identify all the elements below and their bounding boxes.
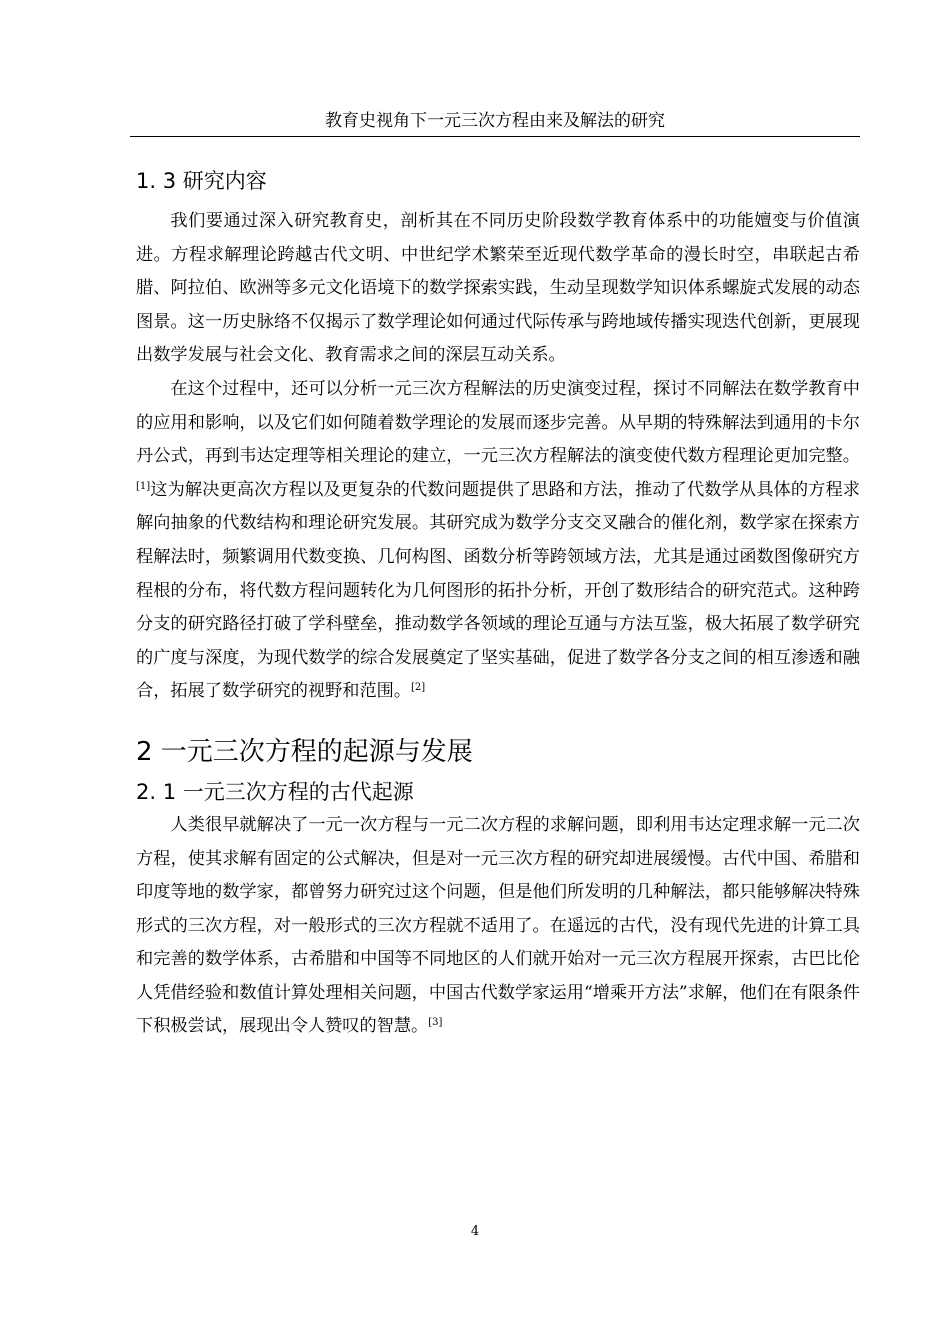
body-content [136,160,860,1044]
paragraph-2-1-first [136,809,860,1044]
paragraph-1-3-first: 我们要通过深入研究教育史，剖析其在不同历史阶段数学教育体系中的功能嬗变与价值演进。方程求解理论跨越古代文明、中世纪学术繁荣至近现代数学革命的漫长时空，串联起古希腊、阿拉伯、欧洲等多元文化语境下的数学探索实践，生动呈现数学知识体系螺旋式发展的动态图景。这一历史脉络不仅揭示了数学理论如何通过代际传承与跨地域传播实现迭代创新，更展现出数学发展与社会文化、教育需求之间的深层互动关系。 [136,211,860,366]
page-number: 4 [470,1224,480,1239]
paragraph-text: 这为解决更高次方程以及更复杂的代数问题提供了思路和方法，推动了代数学从具体的方程求解向抽象的代数结构和理论研究发展。其研究成为数学分支交叉融合的催化剂，数学家在探索方程解法时，频繁调用代数变换、几何构图、函数分析等跨领域方法，尤其是通过函数图像研究方程根的分布，将代数方程问题转化为几何图形的拓扑分析，开创了数形结合的研究范式。这种跨分支的研究路径打破了学科壁垒，推动数学各领域的理论互通与方法互鉴，极大拓展了数学研究的广度与深度，为现代数学的综合发展奠定了坚实基础，促进了数学各分支之间的相互渗透和融合，拓展了数学研究的视野和范围。 [136,479,860,702]
citation-ref-3: [3] [428,1017,443,1029]
paragraph-1-3-second [136,373,860,709]
citation-ref-2: [2] [411,682,426,694]
header-rule [130,136,860,137]
section-heading-2-1: 2. 1 一元三次方程的古代起源 [136,779,414,804]
paragraph-text: 在这个过程中，还可以分析一元三次方程解法的历史演变过程，探讨不同解法在数学教育中的应用和影响，以及它们如何随着数学理论的发展而逐步完善。从早期的特殊解法到通用的卡尔丹公式，再到韦达定理等相关理论的建立，一元三次方程解法的演变使代数方程理论更加完整。 [136,378,860,467]
running-header-title: 教育史视角下一元三次方程由来及解法的研究 [325,111,665,131]
chapter-heading-2: 2 一元三次方程的起源与发展 [136,736,473,767]
paragraph-text: 人类很早就解决了一元一次方程与一元二次方程的求解问题，即利用韦达定理求解一元二次方程，使其求解有固定的公式解决，但是对一元三次方程的研究却进展缓慢。古代中国、希腊和印度等地的数学家，都曾努力研究过这个问题，但是他们所发明的几种解法，都只能够解决特殊形式的三次方程，对一般形式的三次方程就不适用了。在遥远的古代，没有现代先进的计算工具和完善的数学体系，古希腊和中国等不同地区的人们就开始对一元三次方程展开探索，古巴比伦人凭借经验和数值计算处理相关问题，中国古代数学家运用“增乘开方法”求解，他们在有限条件下积极尝试，展现出令人赞叹的智慧。 [136,814,860,1037]
section-heading-1-3: 1. 3 研究内容 [136,169,267,193]
citation-ref-1: [1] [136,480,151,492]
